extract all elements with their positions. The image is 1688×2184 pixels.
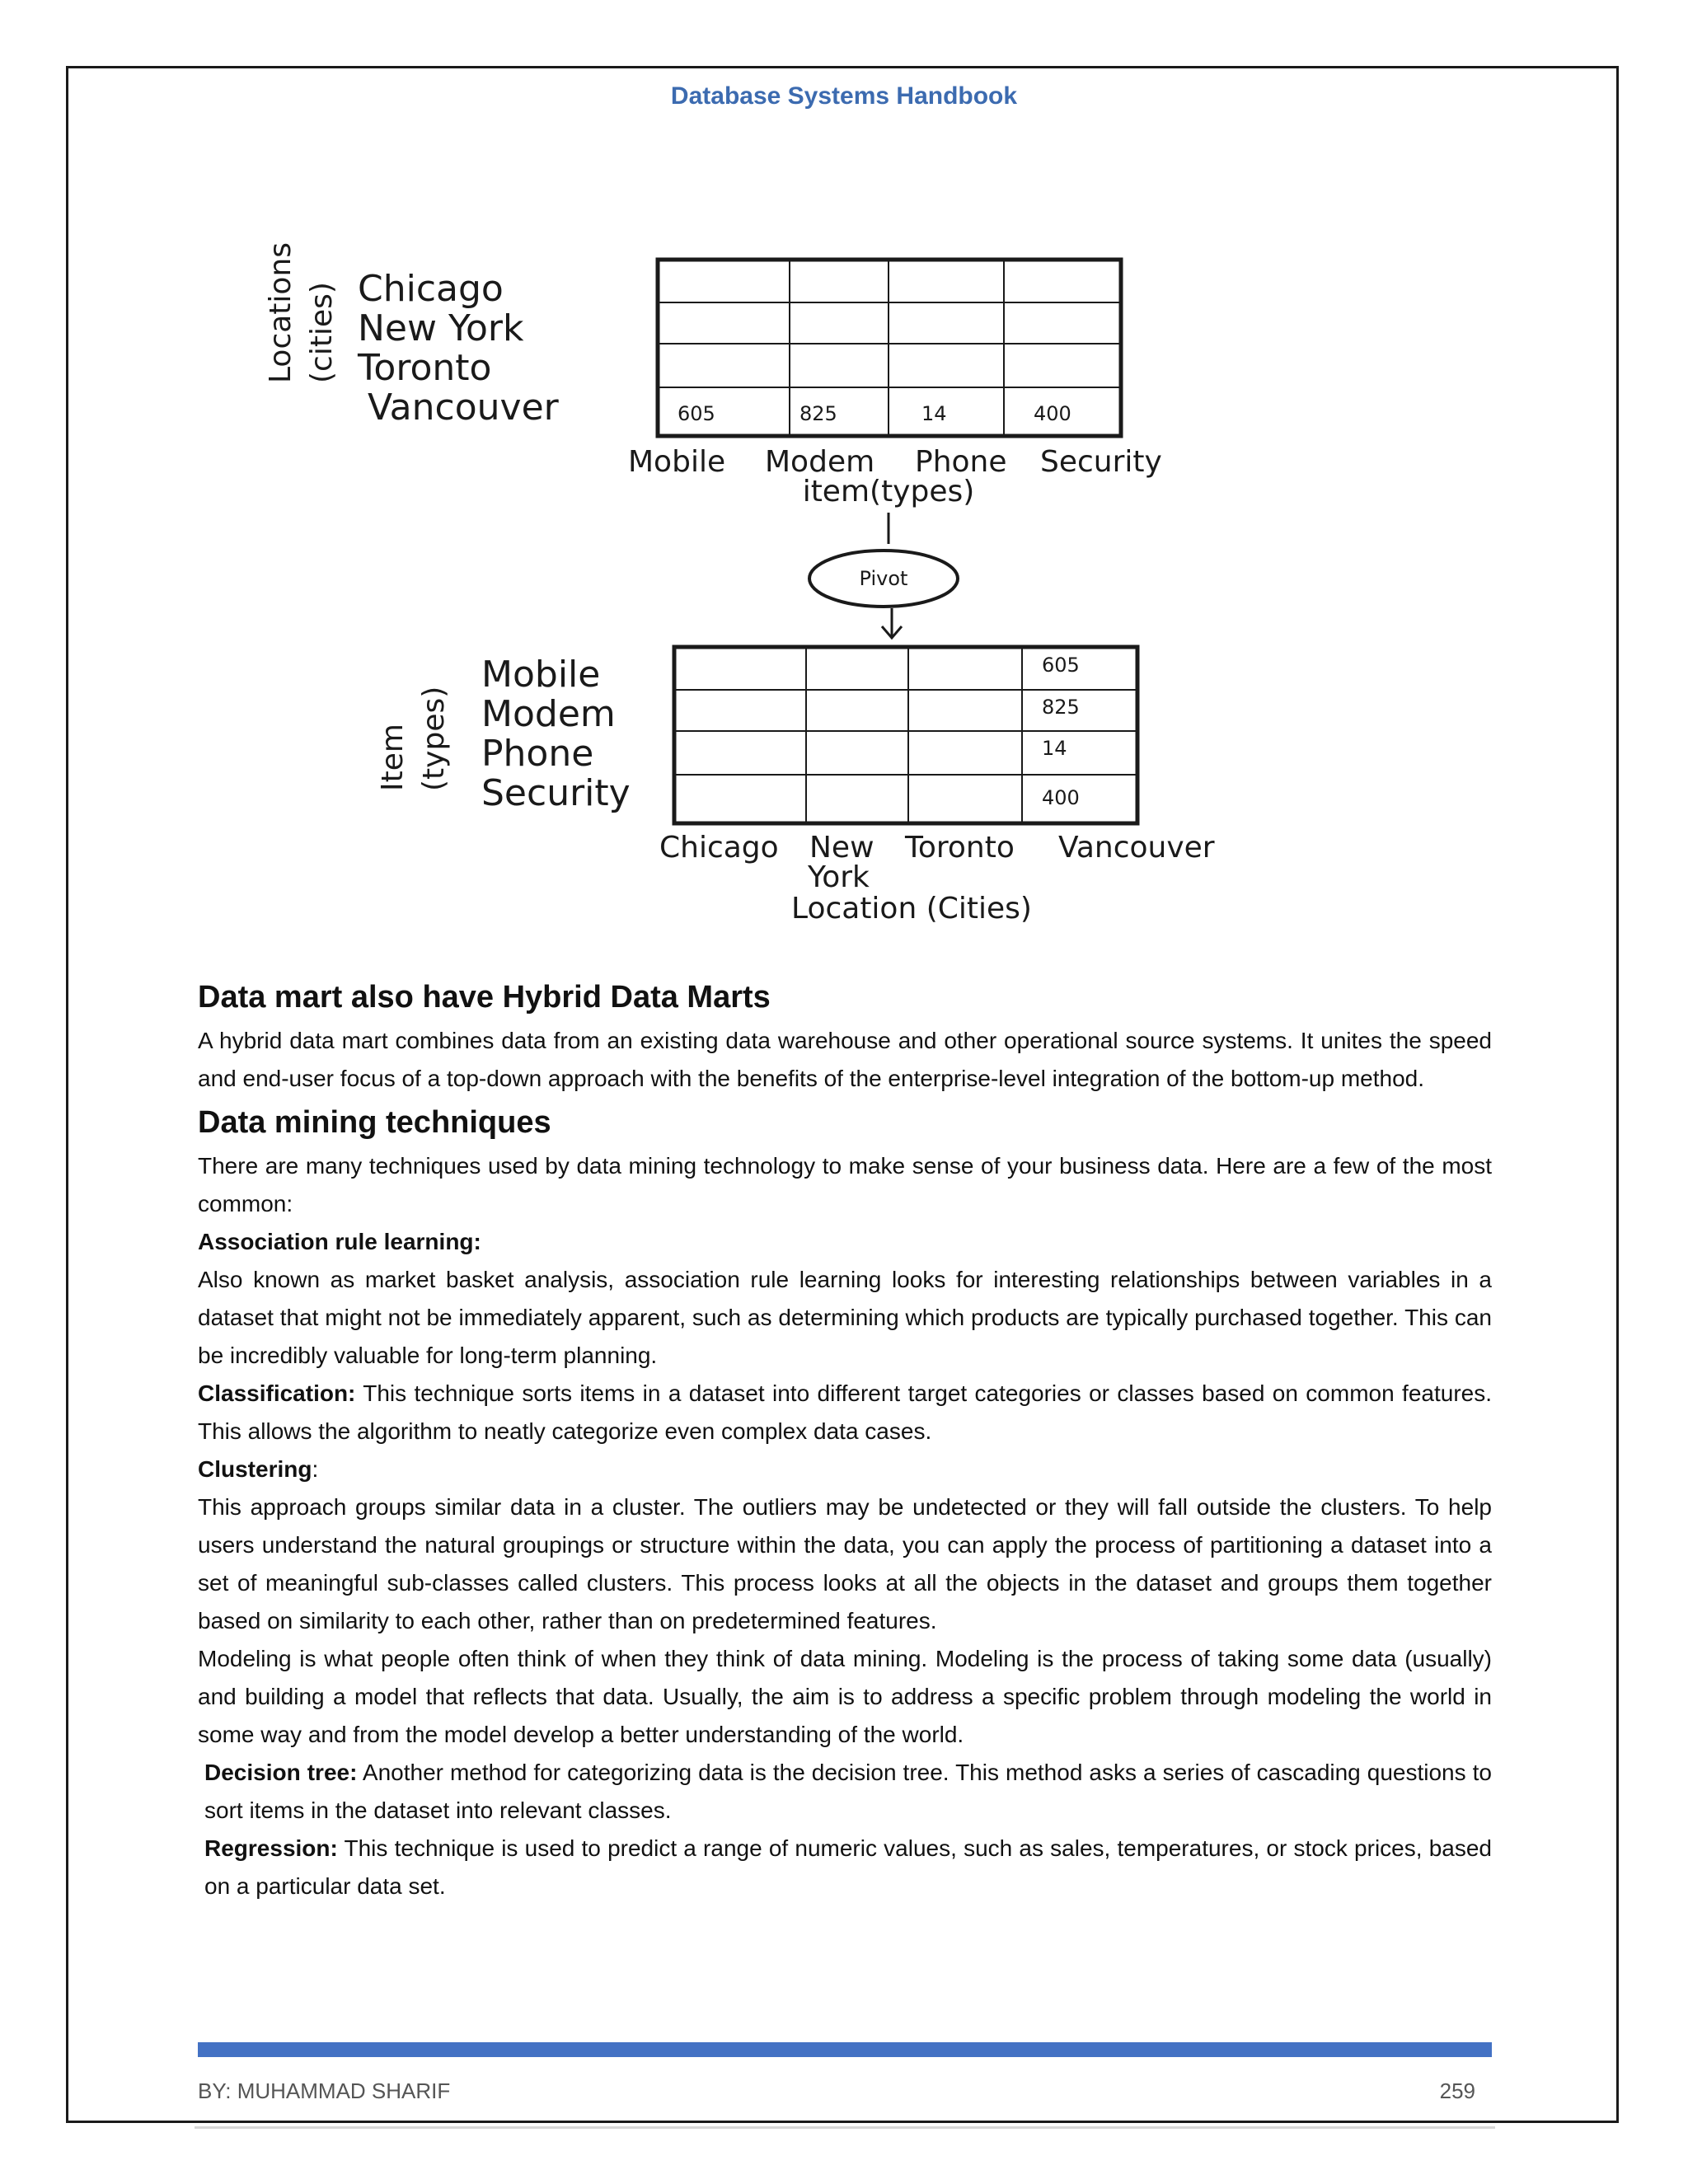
top-row-label: Toronto [358,347,492,389]
regression-text: This technique is used to predict a range of numeric values, such as sales, temperatures, or stock prices, based on a particular data set. [204,1835,1492,1899]
top-row-label: New York [358,307,524,349]
bottom-col-label: Vancouver [1058,831,1215,865]
top-row-label: Chicago [358,268,504,310]
page-header-title: Database Systems Handbook [670,82,1018,110]
pivot-label: Pivot [859,567,908,590]
paragraph-mining-intro: There are many techniques used by data mining technology to make sense of your business data. Here are a few of the most common: [198,1153,1492,1216]
bottom-cell-value: 605 [1042,654,1080,677]
top-cell-value: 605 [678,402,715,425]
bottom-axis-label-2: (types) [417,686,451,791]
paragraph-clustering: This approach groups similar data in a cluster. The outliers may be undetected or they will fall outside the clusters. To help users understand the natural groupings or structure within the data, you can apply the process of partitioning a dataset into a set of meaningful sub-classes called clusters. This process looks at all the objects in the dataset and groups them together based on similarity to each other, rather than on predetermined features. [198,1494,1492,1633]
classification-text: This technique sorts items in a dataset into different target categories or classes based on common features. This allows the algorithm to neatly categorize even complex data cases. [198,1380,1492,1444]
bottom-col-label-line2: York [808,860,870,894]
top-col-label: Security [1040,445,1162,479]
top-col-label: Mobile [628,445,726,479]
bottom-row-label: Modem [481,693,616,735]
association-title: Association rule learning: [198,1229,481,1254]
paragraph-regression [198,1830,1492,1905]
footer-page-number: 259 [1439,2079,1475,2103]
decision-tree-title: Decision tree: [204,1760,358,1785]
bottom-row-label: Mobile [481,654,601,696]
bottom-x-axis-label: Location (Cities) [791,892,1032,926]
clustering-title-line [198,1451,1492,1488]
bottom-axis-label-1: Item [376,724,410,791]
main-content [198,972,1492,1905]
footer-author: BY: MUHAMMAD SHARIF [198,2079,451,2103]
top-axis-label-2: (cities) [305,282,339,383]
bottom-col-label: Chicago [659,831,779,865]
top-col-label: Phone [915,445,1007,479]
pivot-diagram [0,0,1688,956]
bottom-row-label: Phone [481,733,594,775]
bottom-col-label: Toronto [905,831,1015,865]
paragraph-classification [198,1375,1492,1451]
top-cell-value: 14 [921,402,947,425]
top-col-label: Modem [765,445,875,479]
top-row-label: Vancouver [368,387,559,429]
top-axis-label-1: Locations [264,241,298,383]
classification-title: Classification: [198,1380,356,1406]
bottom-col-label: New [809,831,874,865]
regression-title: Regression: [204,1835,338,1861]
section-heading-hybrid: Data mart also have Hybrid Data Marts [198,980,771,1015]
paragraph-hybrid: A hybrid data mart combines data from an existing data warehouse and other operational source systems. It unites the speed and end-user focus of a top-down approach with the benefits of the enterprise-level integration of the bottom-up method. [198,1028,1492,1091]
top-cell-value: 400 [1034,402,1071,425]
bottom-divider [195,2126,1495,2129]
top-cell-value: 825 [799,402,837,425]
section-heading-mining: Data mining techniques [198,1105,551,1140]
paragraph-decision-tree [198,1754,1492,1830]
bottom-row-label: Security [481,772,631,814]
paragraph-modeling: Modeling is what people often think of when they think of data mining. Modeling is the process of taking some data (usually) and building a model that reflects that data. Usually, the aim is to address a specific problem through modeling the world in some way and from the model develop a better understanding of the world. [198,1646,1492,1747]
top-x-axis-label: item(types) [802,475,975,509]
bottom-cell-value: 400 [1042,786,1080,809]
footer-bar [198,2042,1492,2057]
paragraph-association: Also known as market basket analysis, association rule learning looks for interesting relationships between variables in a dataset that might not be immediately apparent, such as determining which products are typically purchased together. This can be incredibly valuable for long-term planning. [198,1267,1492,1368]
bottom-cell-value: 14 [1042,737,1067,760]
decision-tree-text: Another method for categorizing data is the decision tree. This method asks a series of cascading questions to sort items in the dataset into relevant classes. [204,1760,1493,1823]
bottom-cell-value: 825 [1042,696,1080,719]
clustering-title: Clustering [198,1456,312,1482]
clustering-colon: : [312,1456,319,1482]
